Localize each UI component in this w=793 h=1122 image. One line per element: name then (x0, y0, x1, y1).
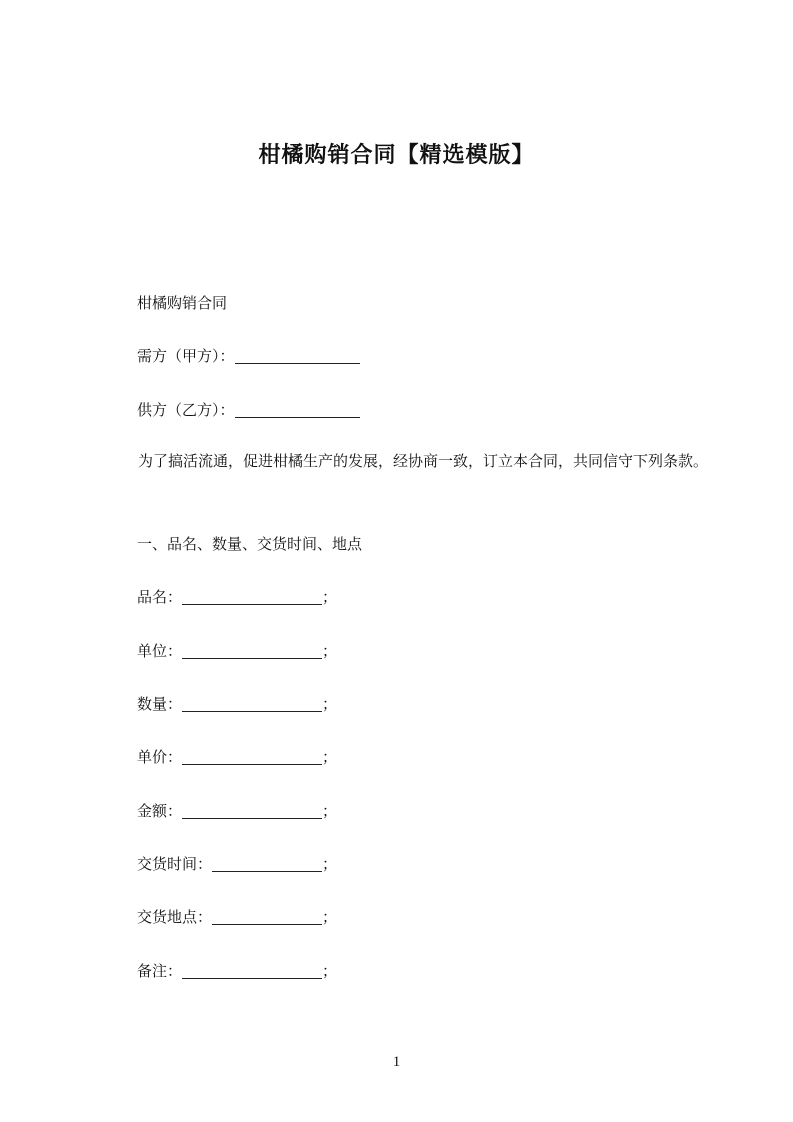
field-label: 交货地点： (137, 908, 213, 926)
buyer-line (137, 345, 360, 366)
field-blank[interactable] (182, 590, 322, 605)
field-end: ； (322, 855, 338, 873)
page-number: 1 (392, 1054, 401, 1070)
seller-line (137, 399, 360, 420)
field-end: ； (322, 695, 338, 713)
field-label: 品名： (137, 588, 183, 606)
field-quantity (137, 693, 337, 714)
field-product-name (137, 586, 337, 607)
section-1-title: 一、品名、数量、交货时间、地点 (137, 535, 363, 553)
field-label: 交货时间： (137, 855, 213, 873)
field-end: ； (322, 802, 338, 820)
field-blank[interactable] (182, 750, 322, 765)
field-blank[interactable] (212, 910, 322, 925)
field-remarks (137, 960, 337, 981)
field-delivery-place (137, 906, 337, 927)
field-blank[interactable] (182, 644, 322, 659)
field-unit-price (137, 746, 337, 767)
document-title: 柑橘购销合同【精选模版】 (258, 143, 535, 168)
field-end: ； (322, 908, 338, 926)
field-label: 数量： (137, 695, 183, 713)
buyer-blank[interactable] (235, 349, 360, 364)
field-amount (137, 800, 337, 821)
field-delivery-time (137, 853, 337, 874)
field-unit (137, 640, 337, 661)
field-end: ； (322, 748, 338, 766)
field-label: 备注： (137, 962, 183, 980)
seller-label: 供方（乙方）： (137, 401, 235, 419)
buyer-label: 需方（甲方）： (137, 347, 235, 365)
seller-blank[interactable] (235, 403, 360, 418)
field-blank[interactable] (212, 857, 322, 872)
field-end: ； (322, 588, 338, 606)
contract-heading: 柑橘购销合同 (137, 294, 228, 312)
field-blank[interactable] (182, 697, 322, 712)
field-blank[interactable] (182, 964, 322, 979)
field-label: 单价： (137, 748, 183, 766)
field-end: ； (322, 642, 338, 660)
field-label: 单位： (137, 642, 183, 660)
field-end: ； (322, 962, 338, 980)
field-blank[interactable] (182, 804, 322, 819)
field-label: 金额： (137, 802, 183, 820)
intro-paragraph: 为了搞活流通，促进柑橘生产的发展，经协商一致，订立本合同，共同信守下列条款。 (138, 452, 709, 470)
